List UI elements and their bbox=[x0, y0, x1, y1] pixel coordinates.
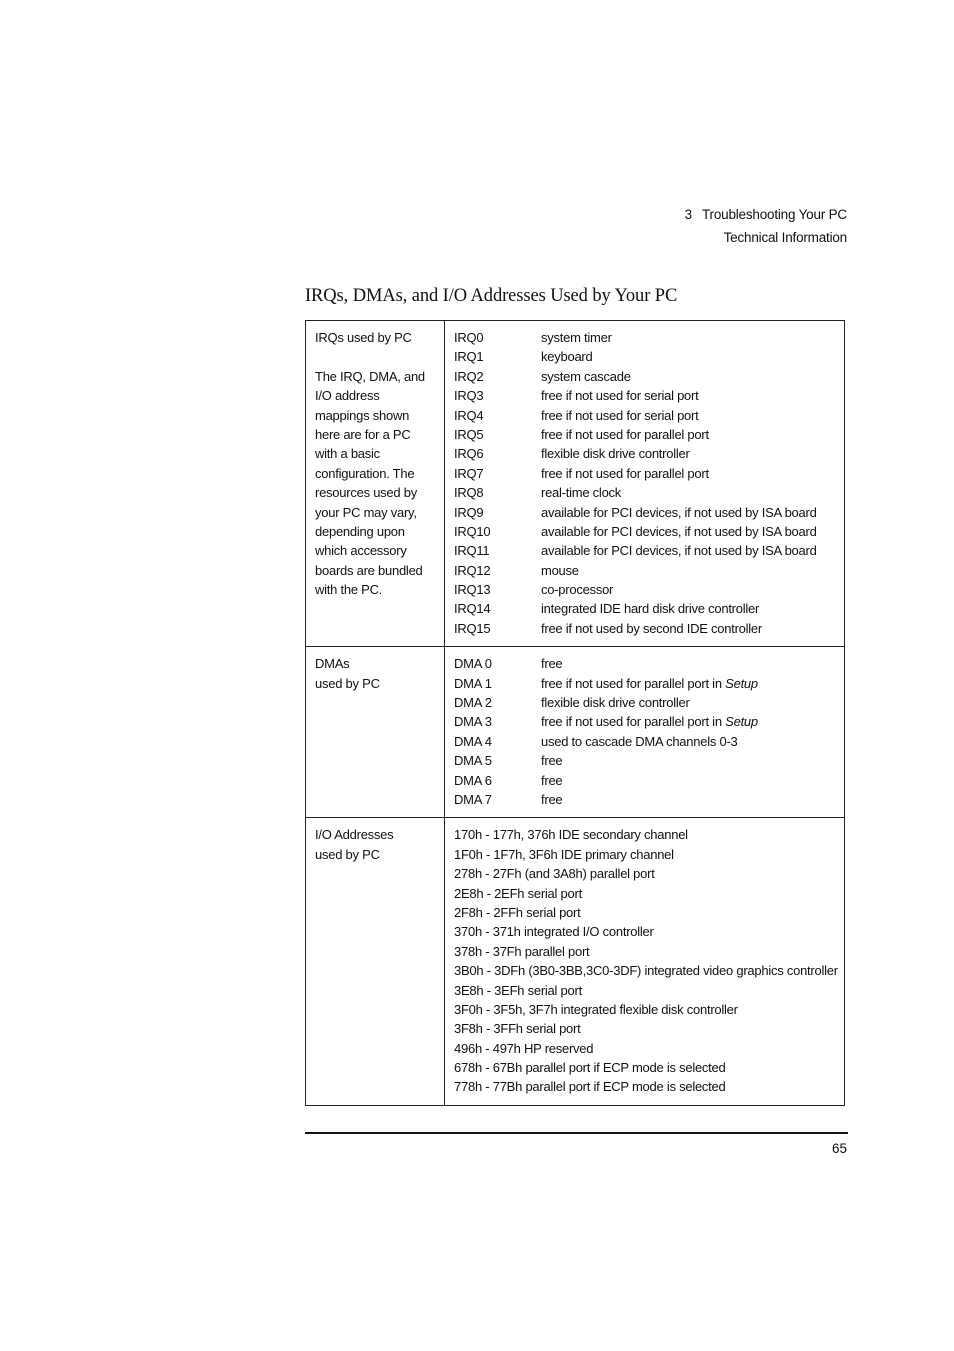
irq-id: IRQ11 bbox=[454, 543, 490, 559]
dma-description-emphasis: Setup bbox=[725, 675, 758, 691]
irq-description: flexible disk drive controller bbox=[541, 446, 690, 462]
dma-label-line1: DMAs bbox=[315, 656, 350, 672]
dma-description bbox=[541, 693, 690, 712]
irq-id: IRQ15 bbox=[454, 620, 491, 636]
dma-id: DMA 1 bbox=[454, 675, 492, 691]
irq-description: available for PCI devices, if not used by ISA board bbox=[541, 504, 817, 520]
irq-id: IRQ7 bbox=[454, 465, 484, 481]
irq-id: IRQ9 bbox=[454, 504, 484, 520]
page-title: IRQs, DMAs, and I/O Addresses Used by Your PC bbox=[305, 286, 678, 306]
irq-entry bbox=[454, 328, 838, 347]
irq-note-line: configuration. The bbox=[315, 465, 415, 481]
irq-id: IRQ14 bbox=[454, 601, 491, 617]
io-address-entry: 378h - 37Fh parallel port bbox=[454, 943, 590, 959]
irq-note-line: with the PC. bbox=[315, 582, 383, 598]
dma-description bbox=[541, 654, 562, 673]
irq-description: free if not used for serial port bbox=[541, 388, 699, 404]
dma-id: DMA 4 bbox=[454, 733, 492, 749]
irq-entry bbox=[454, 386, 838, 405]
dma-description bbox=[541, 771, 562, 790]
io-address-entry: 778h - 77Bh parallel port if ECP mode is selected bbox=[454, 1079, 726, 1095]
irq-description: system timer bbox=[541, 330, 612, 345]
dma-description bbox=[541, 732, 738, 751]
irq-id: IRQ2 bbox=[454, 368, 484, 384]
irq-note bbox=[315, 367, 438, 600]
irq-id: IRQ3 bbox=[454, 388, 484, 404]
io-list bbox=[445, 818, 845, 1105]
io-address-entry: 678h - 67Bh parallel port if ECP mode is selected bbox=[454, 1060, 726, 1076]
irq-id: IRQ0 bbox=[454, 330, 484, 345]
irq-note-line: resources used by bbox=[315, 485, 417, 501]
dma-description bbox=[541, 712, 758, 731]
dma-description bbox=[541, 674, 758, 693]
io-address-entry: 3E8h - 3EFh serial port bbox=[454, 982, 582, 998]
dma-id: DMA 6 bbox=[454, 772, 492, 788]
dma-entry bbox=[454, 674, 838, 693]
dma-description-text: flexible disk drive controller bbox=[541, 695, 690, 711]
irq-description: free if not used for parallel port bbox=[541, 465, 709, 481]
irq-note-line: which accessory bbox=[315, 543, 407, 559]
dma-label-line2: used by PC bbox=[315, 675, 380, 691]
dma-label-cell bbox=[306, 647, 445, 818]
resource-table bbox=[305, 320, 845, 1106]
dma-id: DMA 2 bbox=[454, 695, 492, 711]
dma-description-text: used to cascade DMA channels 0-3 bbox=[541, 733, 738, 749]
io-address-entry: 2F8h - 2FFh serial port bbox=[454, 904, 581, 920]
dma-description-text: free bbox=[541, 753, 563, 769]
irq-note-line: mappings shown bbox=[315, 407, 410, 423]
io-address-entry: 278h - 27Fh (and 3A8h) parallel port bbox=[454, 866, 655, 882]
irq-id: IRQ12 bbox=[454, 562, 491, 578]
irq-entry bbox=[454, 503, 838, 522]
dma-description-emphasis: Setup bbox=[725, 714, 758, 730]
io-label-cell bbox=[306, 818, 445, 1105]
dma-entry bbox=[454, 712, 838, 731]
irq-label-cell bbox=[306, 321, 445, 647]
dma-description bbox=[541, 790, 562, 809]
dma-description-text: free if not used for parallel port in bbox=[541, 714, 726, 730]
page-number: 65 bbox=[831, 1141, 847, 1156]
irq-entry bbox=[454, 406, 838, 425]
irq-id: IRQ13 bbox=[454, 582, 491, 598]
dma-entry bbox=[454, 693, 838, 712]
io-row bbox=[306, 818, 845, 1105]
dma-entry bbox=[454, 654, 838, 673]
running-header-section: Technical Information bbox=[723, 230, 847, 245]
dma-description-text: free bbox=[541, 656, 563, 672]
irq-note-line: with a basic bbox=[315, 446, 380, 462]
irq-id: IRQ5 bbox=[454, 426, 484, 442]
irq-description: real-time clock bbox=[541, 485, 622, 501]
irq-id: IRQ4 bbox=[454, 407, 484, 423]
chapter-number: 3 bbox=[684, 207, 692, 222]
irq-id: IRQ10 bbox=[454, 523, 491, 539]
dma-id: DMA 3 bbox=[454, 714, 492, 730]
io-address-entry: 3B0h - 3DFh (3B0-3BB,3C0-3DF) integrated video graphics controller bbox=[454, 963, 838, 979]
io-label-line2: used by PC bbox=[315, 846, 380, 862]
irq-id: IRQ1 bbox=[454, 349, 484, 365]
irq-id: IRQ6 bbox=[454, 446, 484, 462]
irq-entry bbox=[454, 580, 838, 599]
irq-description: free if not used for parallel port bbox=[541, 426, 709, 442]
irq-id: IRQ8 bbox=[454, 485, 484, 501]
irq-entry bbox=[454, 522, 838, 541]
io-address-entry: 3F8h - 3FFh serial port bbox=[454, 1021, 581, 1037]
irq-list bbox=[445, 321, 845, 647]
chapter-title: Troubleshooting Your PC bbox=[701, 207, 847, 222]
dma-entry bbox=[454, 732, 838, 751]
irq-description: free if not used for serial port bbox=[541, 407, 699, 423]
io-address-entry: 1F0h - 1F7h, 3F6h IDE primary channel bbox=[454, 846, 674, 862]
dma-row bbox=[306, 647, 845, 818]
irq-description: keyboard bbox=[541, 349, 593, 365]
irq-entry bbox=[454, 464, 838, 483]
dma-id: DMA 7 bbox=[454, 791, 492, 807]
irq-entry bbox=[454, 541, 838, 560]
irq-note-line: your PC may vary, bbox=[315, 504, 417, 520]
io-address-entry: 3F0h - 3F5h, 3F7h integrated flexible disk controller bbox=[454, 1001, 738, 1017]
irq-entry bbox=[454, 367, 838, 386]
dma-entry bbox=[454, 771, 838, 790]
irq-note-line: I/O address bbox=[315, 388, 380, 404]
io-address-entry: 170h - 177h, 376h IDE secondary channel bbox=[454, 827, 688, 843]
dma-description bbox=[541, 751, 562, 770]
irq-description: free if not used by second IDE controller bbox=[541, 620, 762, 636]
irq-description: integrated IDE hard disk drive controller bbox=[541, 601, 760, 617]
io-address-entry: 370h - 371h integrated I/O controller bbox=[454, 924, 654, 940]
dma-entry bbox=[454, 790, 838, 809]
io-address-entry: 2E8h - 2EFh serial port bbox=[454, 885, 582, 901]
irq-entry bbox=[454, 561, 838, 580]
dma-id: DMA 0 bbox=[454, 656, 492, 672]
irq-description: available for PCI devices, if not used by ISA board bbox=[541, 523, 817, 539]
footer-rule bbox=[305, 1132, 848, 1134]
irq-description: co-processor bbox=[541, 582, 614, 598]
irq-note-line: depending upon bbox=[315, 523, 405, 539]
dma-description-text: free bbox=[541, 772, 563, 788]
dma-id: DMA 5 bbox=[454, 753, 492, 769]
dma-list bbox=[445, 647, 845, 818]
dma-entry bbox=[454, 751, 838, 770]
dma-description-text: free if not used for parallel port in bbox=[541, 675, 726, 691]
io-address-entry: 496h - 497h HP reserved bbox=[454, 1040, 594, 1056]
irq-entry bbox=[454, 425, 838, 444]
irq-description: available for PCI devices, if not used by ISA board bbox=[541, 543, 817, 559]
io-label-line1: I/O Addresses bbox=[315, 827, 394, 843]
irq-note-line: The IRQ, DMA, and bbox=[315, 368, 425, 384]
running-header-chapter bbox=[685, 207, 847, 222]
irq-row bbox=[306, 321, 845, 647]
irq-note-line: boards are bundled bbox=[315, 562, 423, 578]
irq-entry bbox=[454, 619, 838, 638]
irq-description: mouse bbox=[541, 562, 579, 578]
irq-note-line: here are for a PC bbox=[315, 426, 411, 442]
irq-label: IRQs used by PC bbox=[315, 330, 412, 345]
irq-entry bbox=[454, 347, 838, 366]
irq-description: system cascade bbox=[541, 368, 631, 384]
irq-entry bbox=[454, 444, 838, 463]
irq-entry bbox=[454, 599, 838, 618]
dma-description-text: free bbox=[541, 791, 563, 807]
irq-entry bbox=[454, 483, 838, 502]
